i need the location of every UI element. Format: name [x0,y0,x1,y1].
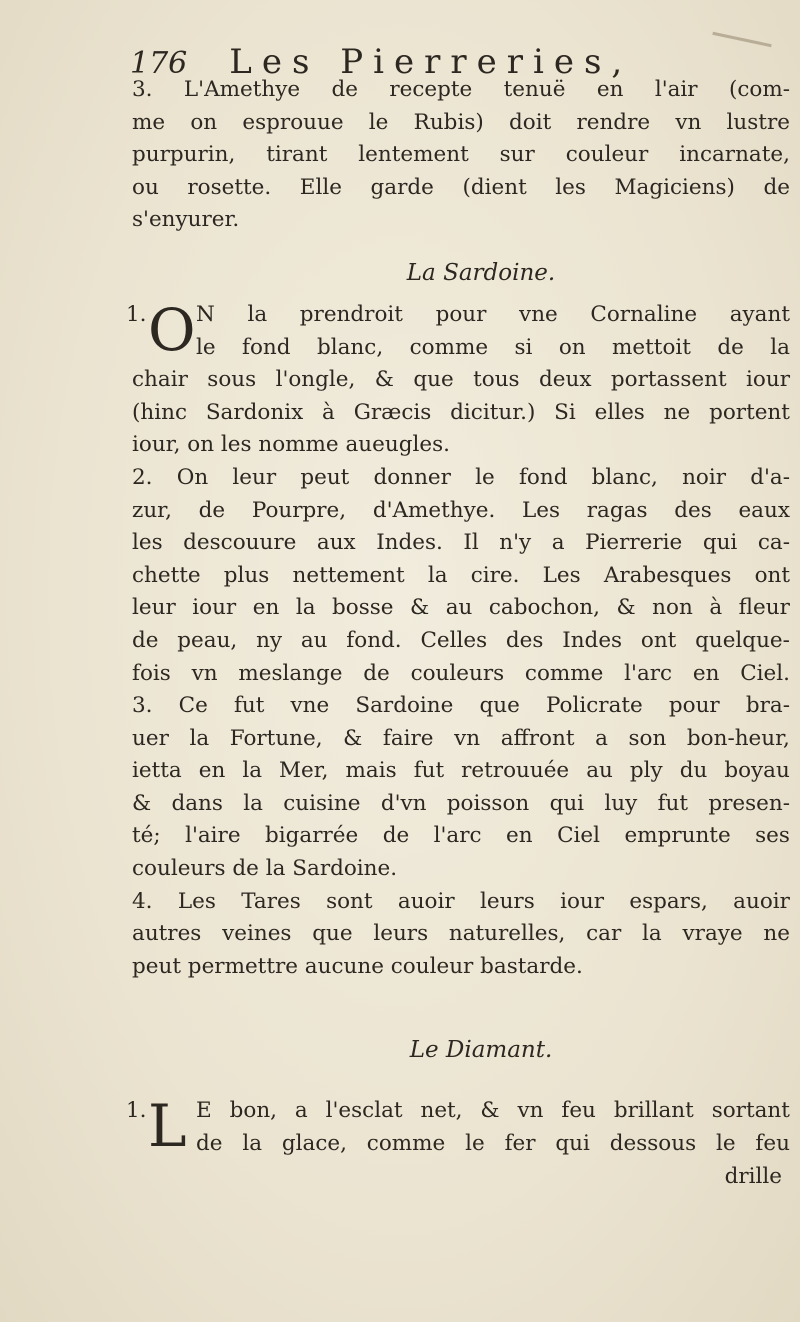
drop-cap: O [148,295,196,364]
text-line: chette plus nettement la cire. Les Arabesques ont [132,562,790,588]
text-line: zur, de Pourpre, d'Amethye. Les ragas des eaux [132,497,790,523]
text-line: & dans la cuisine d'vn poisson qui luy fut presen- [132,790,790,816]
text-line: purpurin, tirant lentement sur couleur incarnate, [132,142,790,168]
text-line: 3. L'Amethye de recepte tenuë en l'air (com- [132,77,790,102]
text-line: ou rosette. Elle garde (dient les Magiciens) de [132,174,790,200]
sardoine-paragraph-4 [132,886,790,984]
section-heading-diamant: Le Diamant. [409,1037,553,1064]
text-line: E bon, a l'esclat net, & vn feu brillant sortant [196,1098,790,1124]
text-line: (hinc Sardonix à Græcis dicitur.) Si elles ne portent [132,399,790,425]
text-line: 3. Ce fut vne Sardoine que Policrate pour bra- [132,693,790,719]
body-text [126,74,790,1193]
drop-cap: L [148,1092,187,1161]
sardoine-paragraph-2 [132,462,790,690]
text-line: peut permettre aucune couleur bastarde. [132,953,583,979]
paragraph-number: 1. [126,301,147,327]
text-line: N la prendroit pour vne Cornaline ayant [196,301,790,327]
text-line: ietta en la Mer, mais fut retrouuée au ply du boyau [132,758,790,784]
sardoine-paragraph-3 [132,690,790,886]
text-line: leur iour en la bosse & au cabochon, & non à fleur [132,595,790,621]
amethyst-paragraph-3 [132,74,790,237]
text-line: fois vn meslange de couleurs comme l'arc en Ciel. [132,660,790,686]
sardoine-paragraph-1 [126,295,790,462]
text-line: 2. On leur peut donner le fond blanc, noir d'a- [132,464,790,490]
text-line: couleurs de la Sardoine. [132,856,398,882]
text-line: 4. Les Tares sont auoir leurs iour espars, auoir [132,888,790,914]
diamant-paragraph-1 [126,1092,790,1193]
text-line: s'enyurer. [132,207,240,233]
paragraph-number: 1. [126,1098,147,1124]
text-line: le fond blanc, comme si on mettoit de la [196,334,790,360]
text-line: de peau, ny au fond. Celles des Indes ont quelque- [132,627,790,653]
text-line: les descouure aux Indes. Il n'y a Pierrerie qui ca- [132,530,790,556]
text-line: chair sous l'ongle, & que tous deux portassent iour [132,367,790,393]
section-heading-sardoine: La Sardoine. [406,259,556,286]
text-line: autres veines que leurs naturelles, car la vraye ne [132,921,790,947]
text-line: uer la Fortune, & faire vn affront a son bon-heur, [132,725,790,751]
catchword: drille [724,1163,782,1189]
page-number: 176 [130,46,188,81]
text-line: de la glace, comme le fer qui dessous le feu [196,1131,790,1157]
text-line: iour, on les nomme aueugles. [132,432,450,458]
text-line: té; l'aire bigarrée de l'arc en Ciel emprunte ses [132,823,790,849]
text-line: me on esprouue le Rubis) doit rendre vn lustre [132,109,790,135]
running-title: Les Pierreries, [229,42,633,82]
